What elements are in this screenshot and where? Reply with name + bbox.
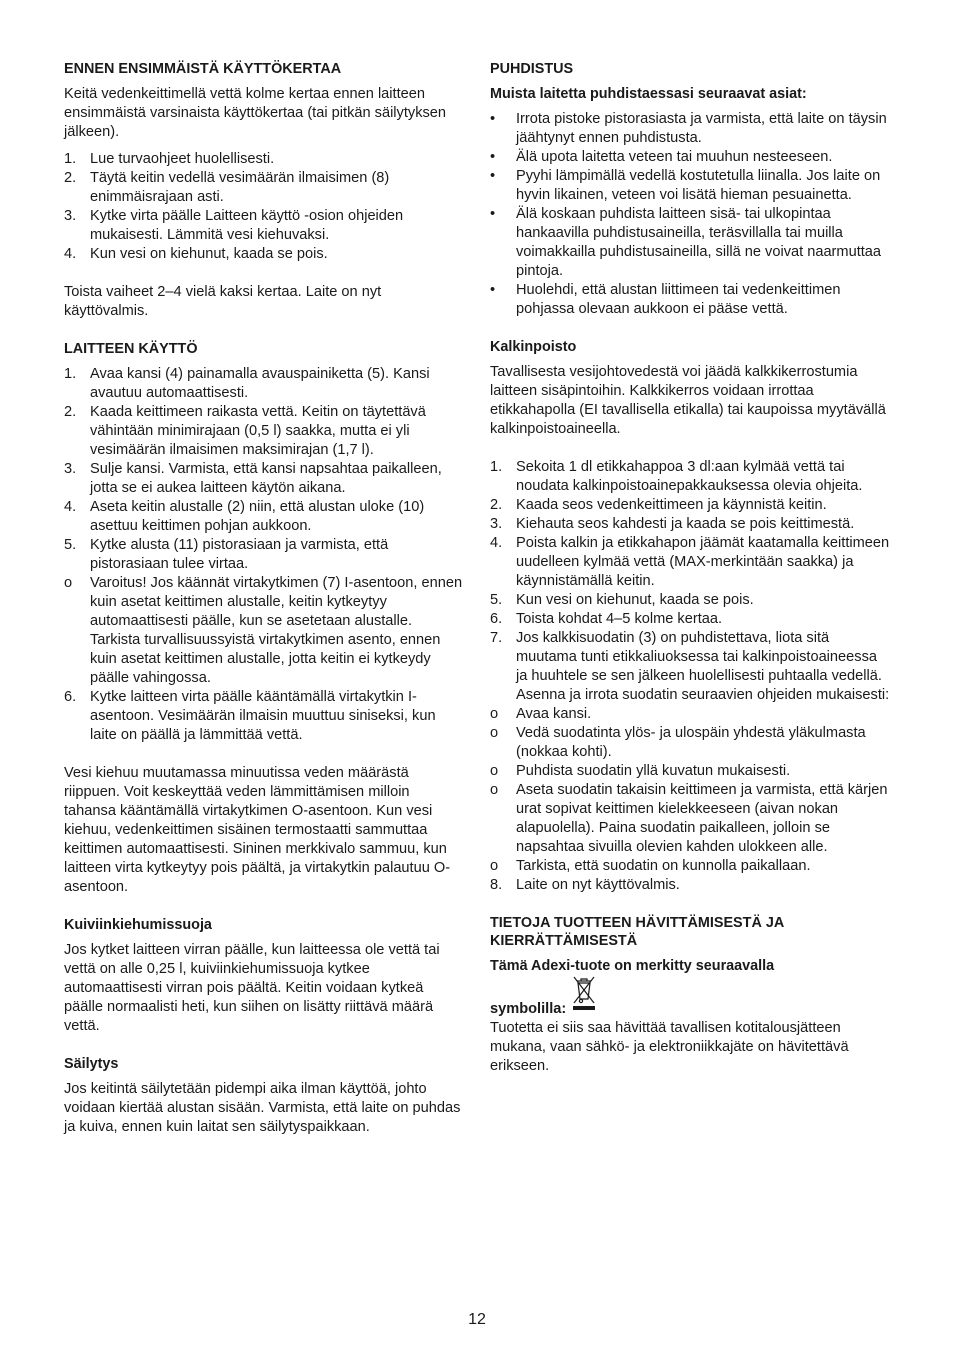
list-marker: • <box>490 111 496 127</box>
list-marker: 1. <box>490 459 503 475</box>
list-item-text: Kytke laitteen virta päälle kääntämällä virtakytkin I-asentoon. Vesimäärän ilmaisin muuttuu siniseksi, kun laite on päällä ja lämmittää vettä. <box>90 689 436 743</box>
section-title-usage: LAITTEEN KÄYTTÖ <box>64 341 198 357</box>
list-item <box>490 610 890 629</box>
list-marker: 3. <box>64 461 77 477</box>
list-item-text: Tarkista, että suodatin on kunnolla paikallaan. <box>516 858 811 874</box>
descaling-intro: Tavallisesta vesijohtovedestä voi jäädä kalkkikerrostumia laitteen sisäpintoihin. Kalkkikerros voidaan irrottaa etikkahapolla (EI tavallisella etikalla) tai kaupoissa myytävällä kalkinpoistoaineella. <box>490 364 886 437</box>
list-item <box>490 762 890 781</box>
first-use-intro: Keitä vedenkeittimellä vettä kolme kertaa ennen laitteen ensimmäistä varsinaista käyttökertaa (tai pitkän säilytyksen jälkeen). <box>64 86 447 140</box>
list-marker: o <box>490 763 499 779</box>
list-marker: 7. <box>490 630 503 646</box>
list-marker: o <box>490 782 499 798</box>
section-title-cleaning: PUHDISTUS <box>490 61 574 77</box>
list-item <box>490 781 890 857</box>
list-item-text: Irrota pistoke pistorasiasta ja varmista, että laite on täysin jäähtynyt ennen puhdistusta. <box>516 111 887 146</box>
list-item-text: Toista kohdat 4–5 kolme kertaa. <box>516 611 723 627</box>
list-item <box>64 460 464 498</box>
page-number: 12 <box>468 1311 486 1328</box>
right-column <box>490 60 890 1095</box>
list-item <box>64 536 464 574</box>
list-marker: 4. <box>490 535 503 551</box>
cleaning-subtitle: Muista laitetta puhdistaessasi seuraavat asiat: <box>490 86 807 102</box>
list-item <box>490 724 890 762</box>
list-item <box>490 205 890 281</box>
list-item-text: Älä upota laitetta veteen tai muuhun nesteeseen. <box>516 149 833 165</box>
list-item-text: Kiehauta seos kahdesti ja kaada se pois keittimestä. <box>516 516 855 532</box>
list-marker: 6. <box>64 689 77 705</box>
list-item-text: Avaa kansi. <box>516 706 592 722</box>
section-title-storage: Säilytys <box>64 1056 119 1072</box>
list-marker: 1. <box>64 151 77 167</box>
list-item-text: Sekoita 1 dl etikkahappoa 3 dl:aan kylmää vettä tai noudata kalkinpoistoainepakkauksessa olevia ohjeita. <box>516 459 863 494</box>
section-title-first-use: ENNEN ENSIMMÄISTÄ KÄYTTÖKERTAA <box>64 61 342 77</box>
list-item-text: Laite on nyt käyttövalmis. <box>516 877 680 893</box>
list-item-text: Pyyhi lämpimällä vedellä kostutetulla liinalla. Jos laite on hyvin likainen, veteen voi lisätä hieman pesuainetta. <box>516 168 881 203</box>
list-item <box>64 150 464 169</box>
cleaning-list <box>490 110 890 319</box>
list-item-text: Puhdista suodatin yllä kuvatun mukaisesti. <box>516 763 791 779</box>
left-column <box>64 60 464 1156</box>
list-item-text: Kun vesi on kiehunut, kaada se pois. <box>90 246 328 262</box>
list-item-text: Varoitus! Jos käännät virtakytkimen (7) I-asentoon, ennen kuin asetat keittimen alustalle, keitin kytkeytyy automaattisesti päälle, kun se asetetaan alustalle. Tarkista turvallisuussyistä virtakytkimen asento, ennen kuin asetat keittimen alustalle, jotta keitin ei kytkeydy päälle vahingossa. <box>90 575 463 686</box>
list-marker: 3. <box>490 516 503 532</box>
list-marker: 2. <box>64 404 77 420</box>
list-marker: 2. <box>64 170 77 186</box>
list-item <box>64 574 464 688</box>
list-item <box>490 591 890 610</box>
list-item-text: Älä koskaan puhdista laitteen sisä- tai ulkopintaa hankaavilla puhdistusaineilla, teräsvillalla tai muilla voimakkailla puhdistusaineilla, sillä ne voivat naarmuttaa pintoja. <box>516 206 882 279</box>
section-title-dry-boil: Kuiviinkiehumissuoja <box>64 917 212 933</box>
dry-boil-text: Jos kytket laitteen virran päälle, kun laitteessa ole vettä tai vettä on alle 0,25 l, kuiviinkiehumissuoja kytkee automaattisesti virran pois päältä. Keitin voidaan kytkeä päälle normaalisti heti, kun siihen on lisätty riittävä määrä vettä. <box>64 942 440 1034</box>
section-title-descaling: Kalkinpoisto <box>490 339 577 355</box>
list-item-text: Lue turvaohjeet huolellisesti. <box>90 151 275 167</box>
list-marker: 6. <box>490 611 503 627</box>
list-item <box>64 403 464 460</box>
list-item-text: Aseta keitin alustalle (2) niin, että alustan uloke (10) asettuu keittimen pohjan aukkoon. <box>90 499 425 534</box>
usage-outro: Vesi kiehuu muutamassa minuutissa veden määrästä riippuen. Voit keskeyttää veden lämmittämisen milloin tahansa kääntämällä virtakytkimen O-asentoon. Kun vesi kiehuu, vedenkeittimen sisäinen termostaatti sammuttaa keittimen automaattisesti. Sininen merkkivalo sammuu, kun laitteen virta kytkeytyy pois päältä, ja virtakytkin palautuu O-asentoon. <box>64 765 451 895</box>
first-use-outro: Toista vaiheet 2–4 vielä kaksi kertaa. Laite on nyt käyttövalmis. <box>64 284 382 319</box>
list-item <box>64 207 464 245</box>
list-item-text: Jos kalkkisuodatin (3) on puhdistettava, liota sitä muutama tunti etikkaliuoksessa tai kalkinpoistoaineessa ja huuhtele se sen jälkeen huolellisesti puhtaalla vedellä. Asenna ja irrota suodatin seuraavien ohjeiden mukaisesti: <box>516 630 890 703</box>
disposal-subtitle: Tämä Adexi-tuote on merkitty seuraavalla <box>490 958 775 974</box>
list-marker: • <box>490 149 496 165</box>
list-item <box>490 148 890 167</box>
list-marker: 2. <box>490 497 503 513</box>
list-item <box>64 498 464 536</box>
descaling-steps <box>490 458 890 895</box>
list-item-text: Täytä keitin vedellä vesimäärän ilmaisimen (8) enimmäisrajaan asti. <box>90 170 390 205</box>
list-marker: 8. <box>490 877 503 893</box>
list-item-text: Kaada keittimeen raikasta vettä. Keitin on täytettävä vähintään minimirajaan (0,5 l) saakka, mutta ei yli vesimäärän ilmaisimen maksimirajan (1,7 l). <box>90 404 426 458</box>
list-item-text: Vedä suodatinta ylös- ja ulospäin yhdestä yläkulmasta (nokkaa kohti). <box>516 725 866 760</box>
list-marker: 1. <box>64 366 77 382</box>
list-item <box>490 515 890 534</box>
first-use-steps <box>64 150 464 264</box>
usage-steps <box>64 365 464 745</box>
storage-text: Jos keitintä säilytetään pidempi aika ilman käyttöä, johto voidaan kiertää alustan sisään. Varmista, että laite on puhdas ja kuiva, ennen kuin laitat sen säilytyspaikkaan. <box>64 1081 461 1135</box>
list-item <box>64 169 464 207</box>
list-item-text: Poista kalkin ja etikkahapon jäämät kaatamalla keittimeen uudelleen kylmää vettä (MAX-merkintään saakka) ja käynnistämällä keitin. <box>516 535 890 589</box>
disposal-text: Tuotetta ei siis saa hävittää tavallisen kotitalousjätteen mukana, vaan sähkö- ja elektroniikkajäte on hävitettävä erikseen. <box>490 1020 849 1074</box>
list-marker: 5. <box>490 592 503 608</box>
list-item-text: Huolehdi, että alustan liittimeen tai vedenkeittimen pohjassa olevaan aukkoon ei pääse vettä. <box>516 282 841 317</box>
list-marker: o <box>490 858 499 874</box>
list-item <box>490 167 890 205</box>
list-item-text: Avaa kansi (4) painamalla avauspainiketta (5). Kansi avautuu automaattisesti. <box>90 366 430 401</box>
list-item-text: Kytke alusta (11) pistorasiaan ja varmista, että pistorasiaan tulee virtaa. <box>90 537 389 572</box>
list-item <box>490 534 890 591</box>
list-marker: o <box>490 706 499 722</box>
list-marker: • <box>490 206 496 222</box>
list-item <box>490 110 890 148</box>
section-title-disposal: TIETOJA TUOTTEEN HÄVITTÄMISESTÄ JA KIERRÄTTÄMISESTÄ <box>490 915 784 949</box>
list-item <box>490 629 890 705</box>
list-marker: • <box>490 168 496 184</box>
list-item <box>490 705 890 724</box>
list-marker: 4. <box>64 499 77 515</box>
list-marker: 4. <box>64 246 77 262</box>
list-item-text: Kytke virta päälle Laitteen käyttö -osion ohjeiden mukaisesti. Lämmitä vesi kiehuvaksi. <box>90 208 404 243</box>
list-item <box>490 496 890 515</box>
symbol-label: symbolilla: <box>490 1001 567 1017</box>
list-item-text: Sulje kansi. Varmista, että kansi napsahtaa paikalleen, jotta se ei aukea laitteen käytön aikana. <box>90 461 442 496</box>
list-item-text: Kun vesi on kiehunut, kaada se pois. <box>516 592 754 608</box>
list-item-text: Aseta suodatin takaisin keittimeen ja varmista, että kärjen urat sopivat keittimen kielekkeeseen (aivan nokan alapuolella). Paina suodatin paikalleen, jolloin se napsahtaa sivuilla olevien kahden ulokkeen alle. <box>516 782 888 855</box>
list-item <box>490 876 890 895</box>
list-item <box>490 857 890 876</box>
list-item <box>490 281 890 319</box>
list-item <box>64 245 464 264</box>
list-marker: 5. <box>64 537 77 553</box>
list-item <box>490 458 890 496</box>
list-marker: o <box>490 725 499 741</box>
symbol-line <box>490 975 890 1019</box>
list-item-text: Kaada seos vedenkeittimeen ja käynnistä keitin. <box>516 497 827 513</box>
list-item <box>64 688 464 745</box>
list-item <box>64 365 464 403</box>
crossed-out-wheelie-bin-icon <box>572 975 596 1017</box>
list-marker: o <box>64 575 73 591</box>
list-marker: 3. <box>64 208 77 224</box>
list-marker: • <box>490 282 496 298</box>
